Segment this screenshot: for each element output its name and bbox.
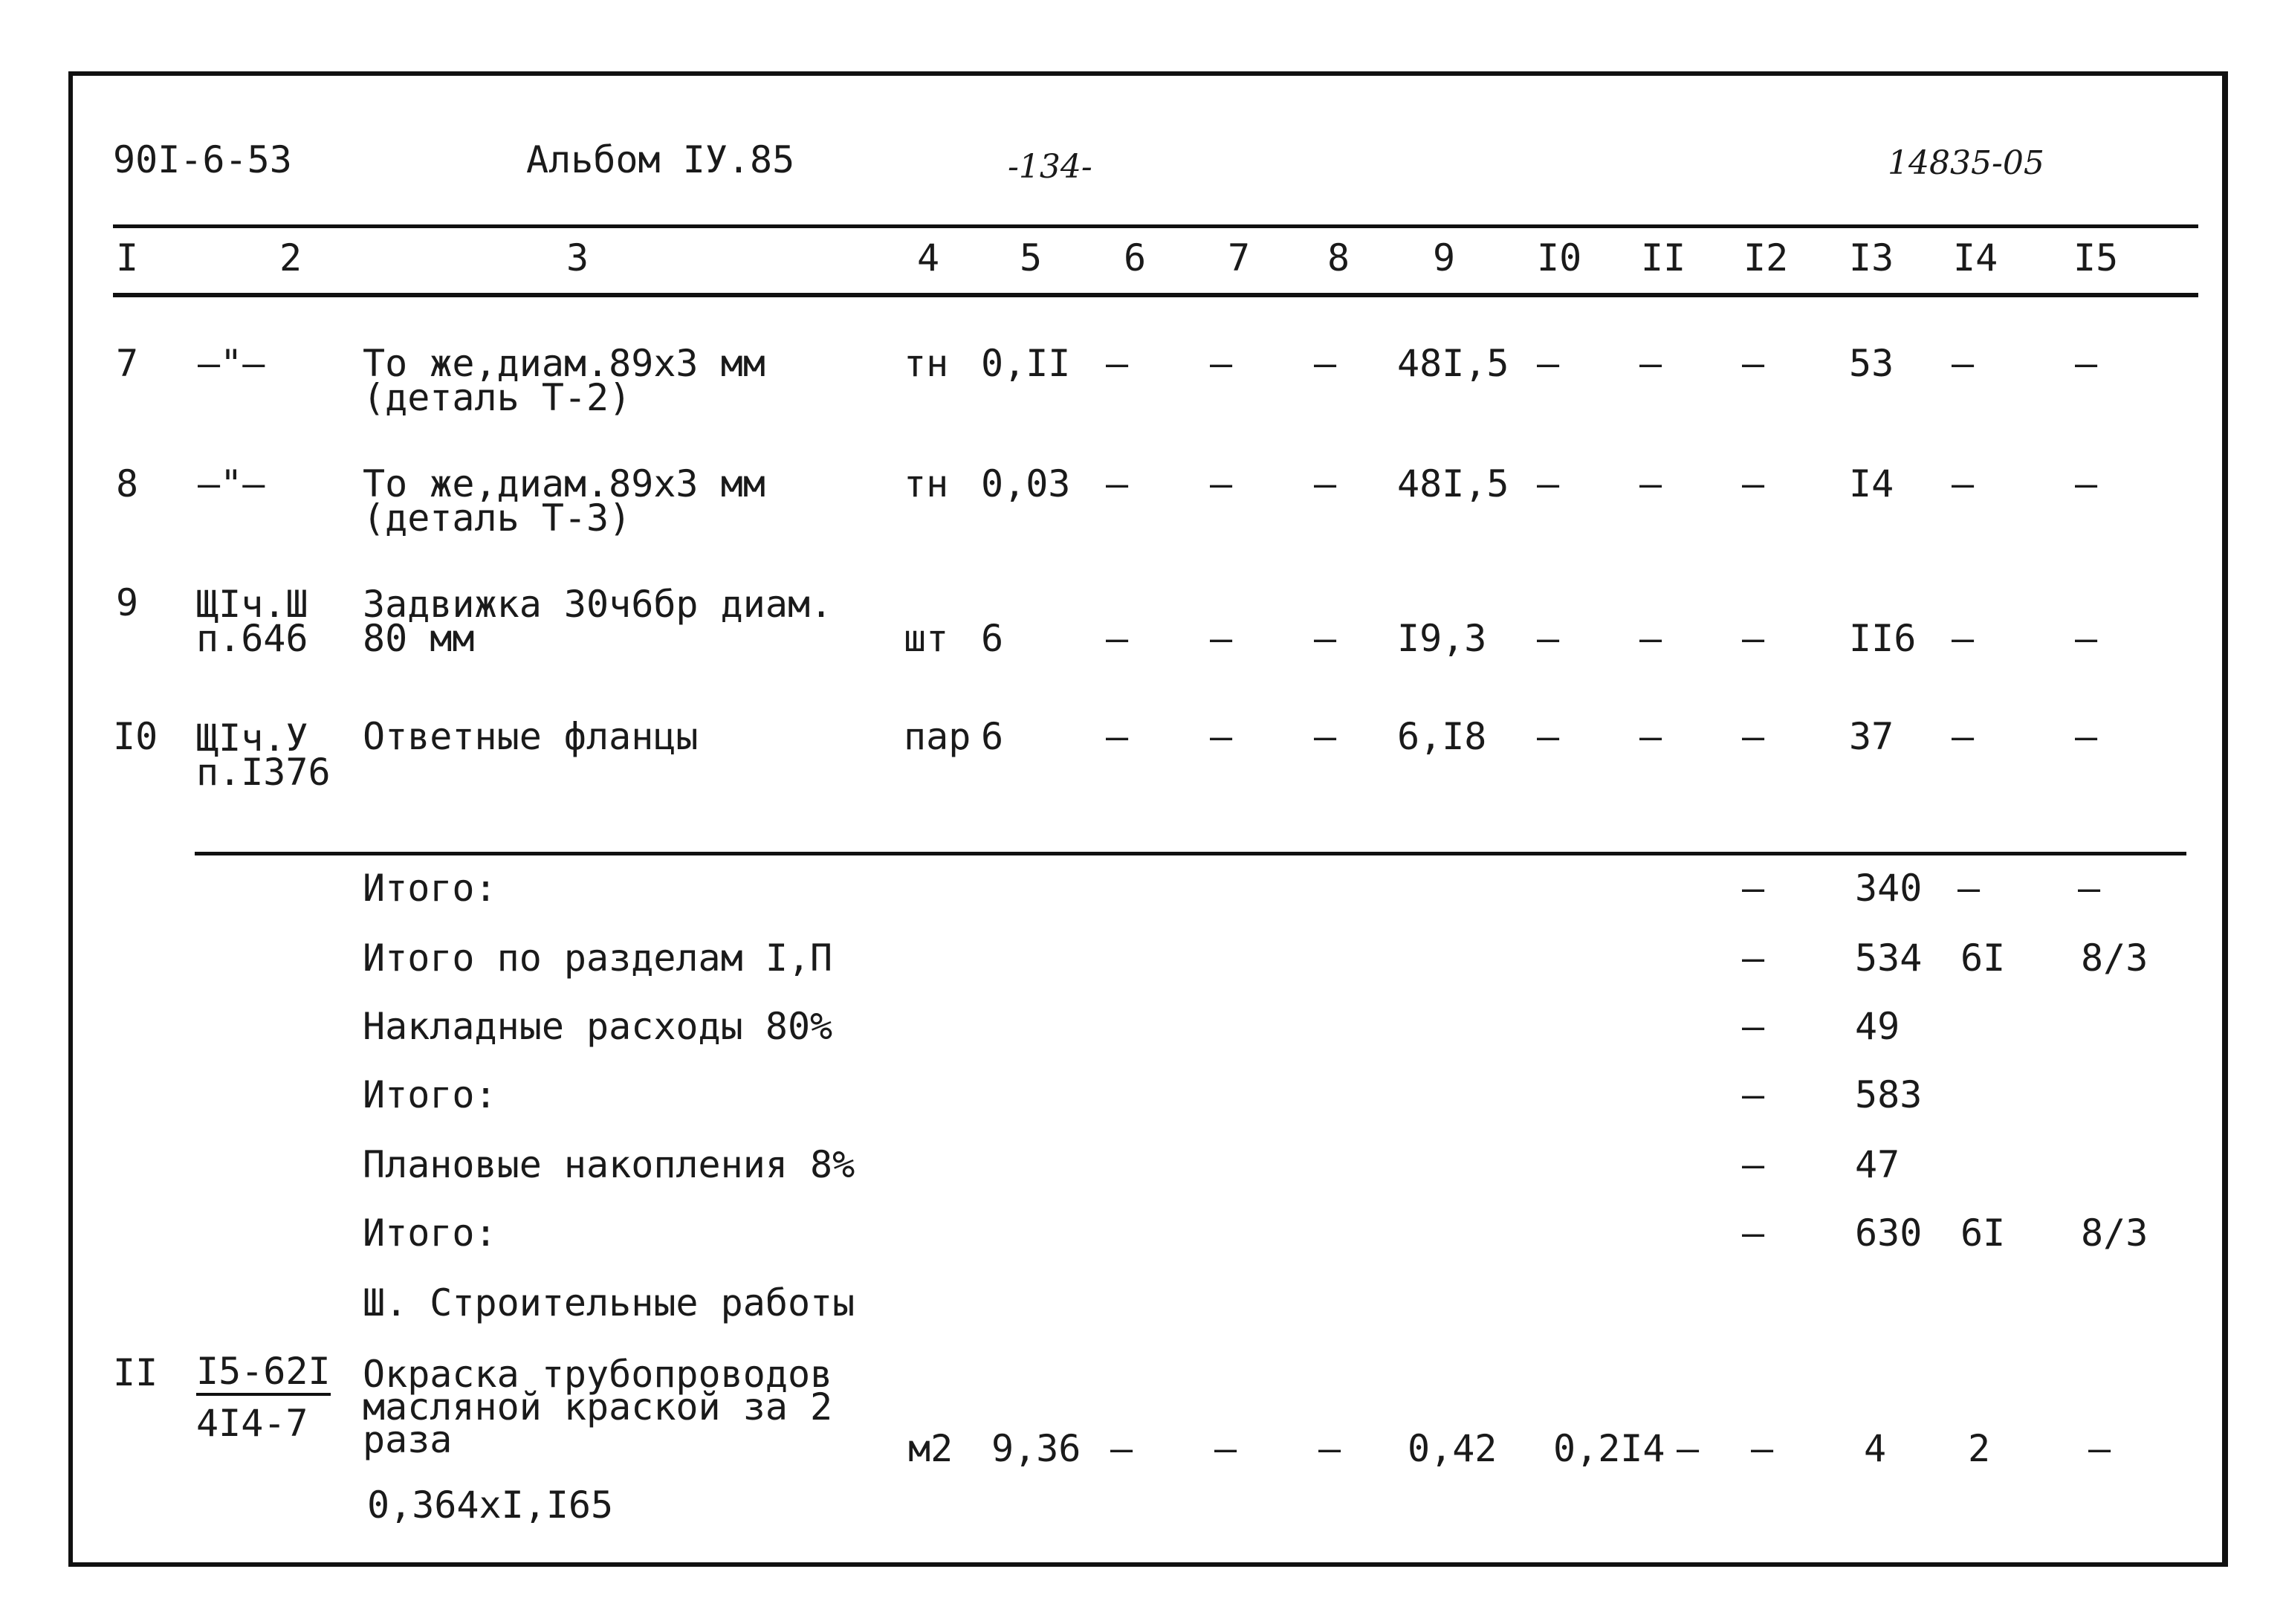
totals-label: Накладные расходы 80%: [363, 1005, 833, 1048]
row-col12: –: [1742, 342, 1765, 385]
col-10: I0: [1537, 236, 1582, 279]
row-ref: I5-62I: [196, 1353, 331, 1396]
row-col12: –: [1742, 617, 1765, 660]
row-number: 9: [116, 581, 139, 624]
page-number: -134-: [1008, 148, 1092, 186]
totals-col13: 340: [1855, 867, 1923, 910]
totals-col13: 630: [1855, 1211, 1923, 1255]
totals-col14: –: [1957, 867, 1981, 910]
col-15: I5: [2073, 236, 2119, 279]
totals-col15: 8/3: [2081, 1211, 2148, 1255]
row-col10: –: [1537, 617, 1560, 660]
row-ref-cont: 4I4-7: [196, 1402, 308, 1445]
row-col10: –: [1537, 342, 1560, 385]
row-col10: –: [1537, 715, 1560, 758]
row-col12: –: [1742, 462, 1765, 505]
row-description: Задвижка 30ч6бр диам.: [363, 583, 833, 626]
row-col15: –: [2075, 342, 2098, 385]
header-rule-bottom: [113, 293, 2198, 297]
col-12: I2: [1743, 236, 1789, 279]
totals-label: Итого:: [363, 867, 497, 910]
row-col9: 0,42: [1408, 1427, 1497, 1470]
totals-col13: 583: [1855, 1073, 1923, 1116]
row-col8: –: [1314, 462, 1337, 505]
row-description-cont: раза: [363, 1418, 453, 1461]
row-col11: –: [1639, 715, 1662, 758]
row-qty: 0,03: [981, 462, 1071, 505]
row-col8: –: [1318, 1427, 1341, 1470]
totals-label: Плановые накопления 8%: [363, 1143, 855, 1186]
row-description-cont: (деталь Т-2): [363, 376, 632, 419]
row-number: II: [113, 1351, 158, 1394]
totals-col13: 49: [1855, 1005, 1900, 1048]
row-description-cont: 80 мм: [363, 617, 475, 660]
totals-col12: –: [1742, 1211, 1765, 1255]
row-qty: 0,II: [981, 342, 1071, 385]
row-col11: –: [1639, 462, 1662, 505]
totals-label: Итого по разделам I,П: [363, 936, 833, 980]
col-14: I4: [1953, 236, 1998, 279]
row-description: То же,диам.89х3 мм: [363, 462, 765, 505]
row-col12: –: [1751, 1427, 1774, 1470]
row-col6: –: [1106, 715, 1129, 758]
row-col8: –: [1314, 617, 1337, 660]
col-9: 9: [1433, 236, 1456, 279]
row-ref: –"–: [198, 462, 265, 505]
col-2: 2: [279, 236, 302, 279]
row-description-cont: (деталь Т-3): [363, 496, 632, 540]
totals-col13: 534: [1855, 936, 1923, 980]
row-col7: –: [1210, 715, 1233, 758]
row-col11: –: [1677, 1427, 1700, 1470]
row-unit: тн: [904, 462, 949, 505]
row-description: Окраска трубопроводов: [363, 1353, 833, 1396]
row-description-cont: масляной краской за 2: [363, 1385, 833, 1429]
row-col15: –: [2075, 715, 2098, 758]
totals-col12: –: [1742, 936, 1765, 980]
col-8: 8: [1327, 236, 1350, 279]
totals-label: Итого:: [363, 1073, 497, 1116]
row-col12: –: [1742, 715, 1765, 758]
row-col13: II6: [1849, 617, 1917, 660]
totals-col12: –: [1742, 1073, 1765, 1116]
row-col10: 0,2I4: [1553, 1427, 1665, 1470]
row-ref-cont: п.I376: [196, 751, 331, 794]
row-qty: 6: [981, 715, 1004, 758]
row-col14: –: [1952, 617, 1975, 660]
row-col15: –: [2075, 462, 2098, 505]
row-col13: 4: [1864, 1427, 1887, 1470]
row-description: Ответные фланцы: [363, 715, 699, 758]
section-heading: Ш. Строительные работы: [363, 1281, 855, 1324]
row-col8: –: [1314, 715, 1337, 758]
row-description: То же,диам.89х3 мм: [363, 342, 765, 385]
row-col9: 48I,5: [1397, 462, 1509, 505]
totals-col14: 6I: [1960, 1211, 2006, 1255]
row-col7: –: [1214, 1427, 1237, 1470]
album-label: Альбом IУ.85: [526, 138, 795, 181]
row-col14: 2: [1968, 1427, 1991, 1470]
row-col7: –: [1210, 342, 1233, 385]
col-5: 5: [1020, 236, 1043, 279]
col-3: 3: [566, 236, 589, 279]
row-col6: –: [1106, 462, 1129, 505]
row-col8: –: [1314, 342, 1337, 385]
col-4: 4: [917, 236, 940, 279]
row-col6: –: [1106, 617, 1129, 660]
row-col13: 53: [1849, 342, 1894, 385]
row-unit: шт: [904, 617, 949, 660]
row-col14: –: [1952, 715, 1975, 758]
totals-col12: –: [1742, 867, 1765, 910]
col-11: II: [1641, 236, 1686, 279]
row-unit: тн: [904, 342, 949, 385]
row-col14: –: [1952, 342, 1975, 385]
row-col9: I9,3: [1397, 617, 1487, 660]
row-number: 7: [116, 342, 139, 385]
row-unit: пар: [904, 715, 971, 758]
row-ref-cont: п.646: [196, 617, 308, 660]
col-6: 6: [1124, 236, 1147, 279]
row-qty: 9,36: [991, 1427, 1081, 1470]
totals-col12: –: [1742, 1143, 1765, 1186]
document-number: 14835-05: [1888, 144, 2044, 182]
totals-col12: –: [1742, 1005, 1765, 1048]
row-col13: I4: [1849, 462, 1894, 505]
row-ref: –"–: [198, 342, 265, 385]
row-col7: –: [1210, 617, 1233, 660]
document-code: 90I-6-53: [113, 138, 292, 181]
row-col11: –: [1639, 617, 1662, 660]
row-unit: м2: [908, 1427, 953, 1470]
col-1: I: [116, 236, 139, 279]
row-col11: –: [1639, 342, 1662, 385]
row-calculation: 0,364хI,I65: [367, 1484, 614, 1527]
row-col15: –: [2075, 617, 2098, 660]
col-13: I3: [1849, 236, 1894, 279]
row-col9: 48I,5: [1397, 342, 1509, 385]
row-number: 8: [116, 462, 139, 505]
row-col7: –: [1210, 462, 1233, 505]
row-number: I0: [113, 715, 158, 758]
row-col6: –: [1110, 1427, 1133, 1470]
totals-separator: [195, 852, 2186, 855]
col-7: 7: [1228, 236, 1251, 279]
totals-col15: –: [2078, 867, 2101, 910]
totals-col15: 8/3: [2081, 936, 2148, 980]
row-qty: 6: [981, 617, 1004, 660]
row-ref: ЩIч.У: [196, 716, 308, 760]
totals-col13: 47: [1855, 1143, 1900, 1186]
totals-label: Итого:: [363, 1211, 497, 1255]
row-col15: –: [2088, 1427, 2111, 1470]
row-ref: ЩIч.Ш: [196, 583, 308, 626]
row-col9: 6,I8: [1397, 715, 1487, 758]
header-rule-top: [113, 224, 2198, 228]
row-col14: –: [1952, 462, 1975, 505]
row-col6: –: [1106, 342, 1129, 385]
row-col10: –: [1537, 462, 1560, 505]
row-col13: 37: [1849, 715, 1894, 758]
totals-col14: 6I: [1960, 936, 2006, 980]
